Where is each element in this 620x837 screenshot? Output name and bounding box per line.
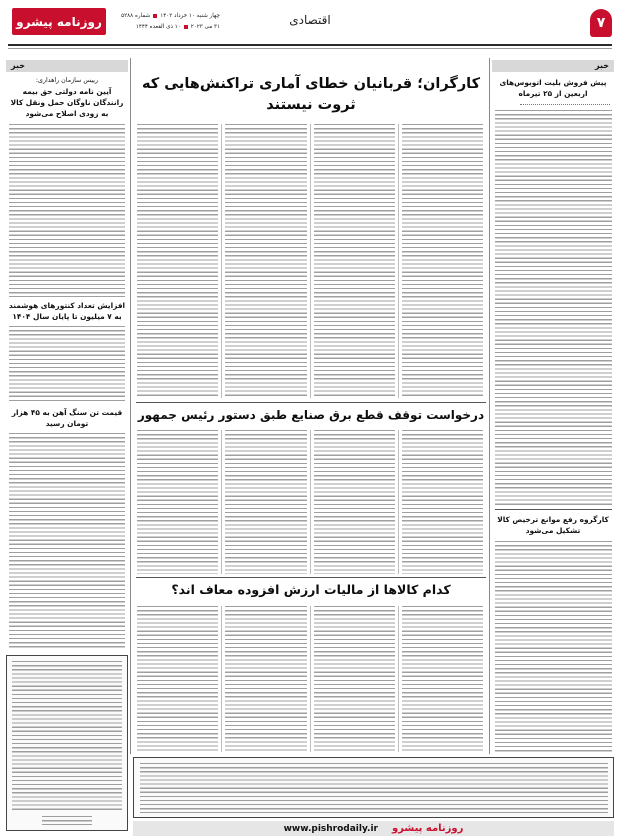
masthead-rule-thin <box>8 48 612 49</box>
column-separator <box>310 430 311 574</box>
story3-body <box>134 606 486 752</box>
left-column-header: خبر <box>6 60 128 72</box>
right-story2-headline: کارگروه رفع موانع ترخیص کالا تشکیل می‌شود <box>497 515 609 535</box>
footer-brand: روزنامه پیشرو <box>391 823 464 834</box>
date-row-1 <box>110 11 220 22</box>
body-text-column <box>225 606 306 752</box>
lead-story-body <box>134 124 486 398</box>
issue-dates <box>110 11 220 35</box>
story2-top-rule <box>136 402 486 403</box>
column-separator <box>398 606 399 752</box>
body-text-column <box>402 430 483 574</box>
right-story1-byline <box>520 104 610 107</box>
weekday-date: چهار شنبه ۱۰ خرداد ۱۴۰۲ <box>160 13 220 19</box>
column-separator <box>310 124 311 398</box>
masthead-rule <box>8 44 612 46</box>
bottom-legal-notice-ad <box>133 757 614 818</box>
lead-headline: کارگران؛ قربانیان خطای آماری تراکنش‌هایی که ثروت نیستند <box>141 76 481 113</box>
ad-signature <box>42 816 92 825</box>
right-story1-headline: پیش فروش بلیت اتوبوس‌های اربعین از ۲۵ تیرماه <box>499 78 607 98</box>
right-story2-body <box>495 541 612 752</box>
ad-text <box>12 661 122 811</box>
body-text-column <box>137 430 218 574</box>
body-text-column <box>402 124 483 398</box>
story2-body <box>134 430 486 574</box>
left-story1-headline: آیین نامه دولتی حق بیمه رانندگان ناوگان حمل ونقل کالا به زودی اصلاح می‌شود <box>10 87 124 118</box>
body-text-column <box>225 430 306 574</box>
section-title: اقتصادی <box>289 13 331 27</box>
newspaper-logo <box>12 8 106 35</box>
column-separator <box>221 124 222 398</box>
separator-square <box>184 25 188 29</box>
footer-website: www.pishrodaily.ir <box>283 823 378 834</box>
story2-headline: درخواست توقف قطع برق صنایع طبق دستور رئیس جمهور <box>137 408 485 422</box>
column-separator <box>398 430 399 574</box>
body-text-column <box>314 606 395 752</box>
column-separator <box>398 124 399 398</box>
ad-text <box>140 763 608 813</box>
gregorian-date: ۳۱ می ۲۰۲۳ <box>190 24 220 30</box>
right-story-divider <box>495 509 612 510</box>
left-story2-body <box>9 326 125 404</box>
left-story1-body <box>9 124 125 297</box>
body-text-column <box>314 124 395 398</box>
column-separator <box>221 430 222 574</box>
page-footer <box>133 821 614 836</box>
story3-headline: کدام کالاها از مالیات ارزش افزوده معاف اند؟ <box>171 582 451 597</box>
right-column-header: خبر <box>492 60 614 72</box>
body-text-column <box>225 124 306 398</box>
body-text-column <box>137 124 218 398</box>
column-separator <box>221 606 222 752</box>
body-text-column <box>402 606 483 752</box>
separator-square <box>153 14 157 18</box>
body-text-column <box>314 430 395 574</box>
column-rule-left <box>130 58 131 754</box>
page-number: ۷ <box>590 9 612 37</box>
column-separator <box>310 606 311 752</box>
right-story1-body <box>495 110 612 506</box>
left-legal-notice-ad <box>6 655 128 831</box>
left-story1-kicker: رییس سازمان راهداری: <box>35 77 99 84</box>
column-rule-right <box>489 58 490 754</box>
issue-number: شماره ۵۲۸۸ <box>121 13 151 19</box>
hijri-date: ۱۰ ذی القعده ۱۴۴۴ <box>135 24 181 30</box>
date-row-2 <box>110 22 220 33</box>
body-text-column <box>137 606 218 752</box>
story3-top-rule <box>136 577 486 578</box>
left-story2-headline: افزایش تعداد کنتورهای هوشمند به ۷ میلیون تا پایان سال ۱۴۰۴ <box>8 301 126 321</box>
logo-text: روزنامه پیشرو <box>16 14 102 29</box>
left-story3-body <box>9 433 125 649</box>
left-story3-headline: قیمت تن سنگ آهن به ۴۵ هزار تومان رسید <box>11 408 123 428</box>
